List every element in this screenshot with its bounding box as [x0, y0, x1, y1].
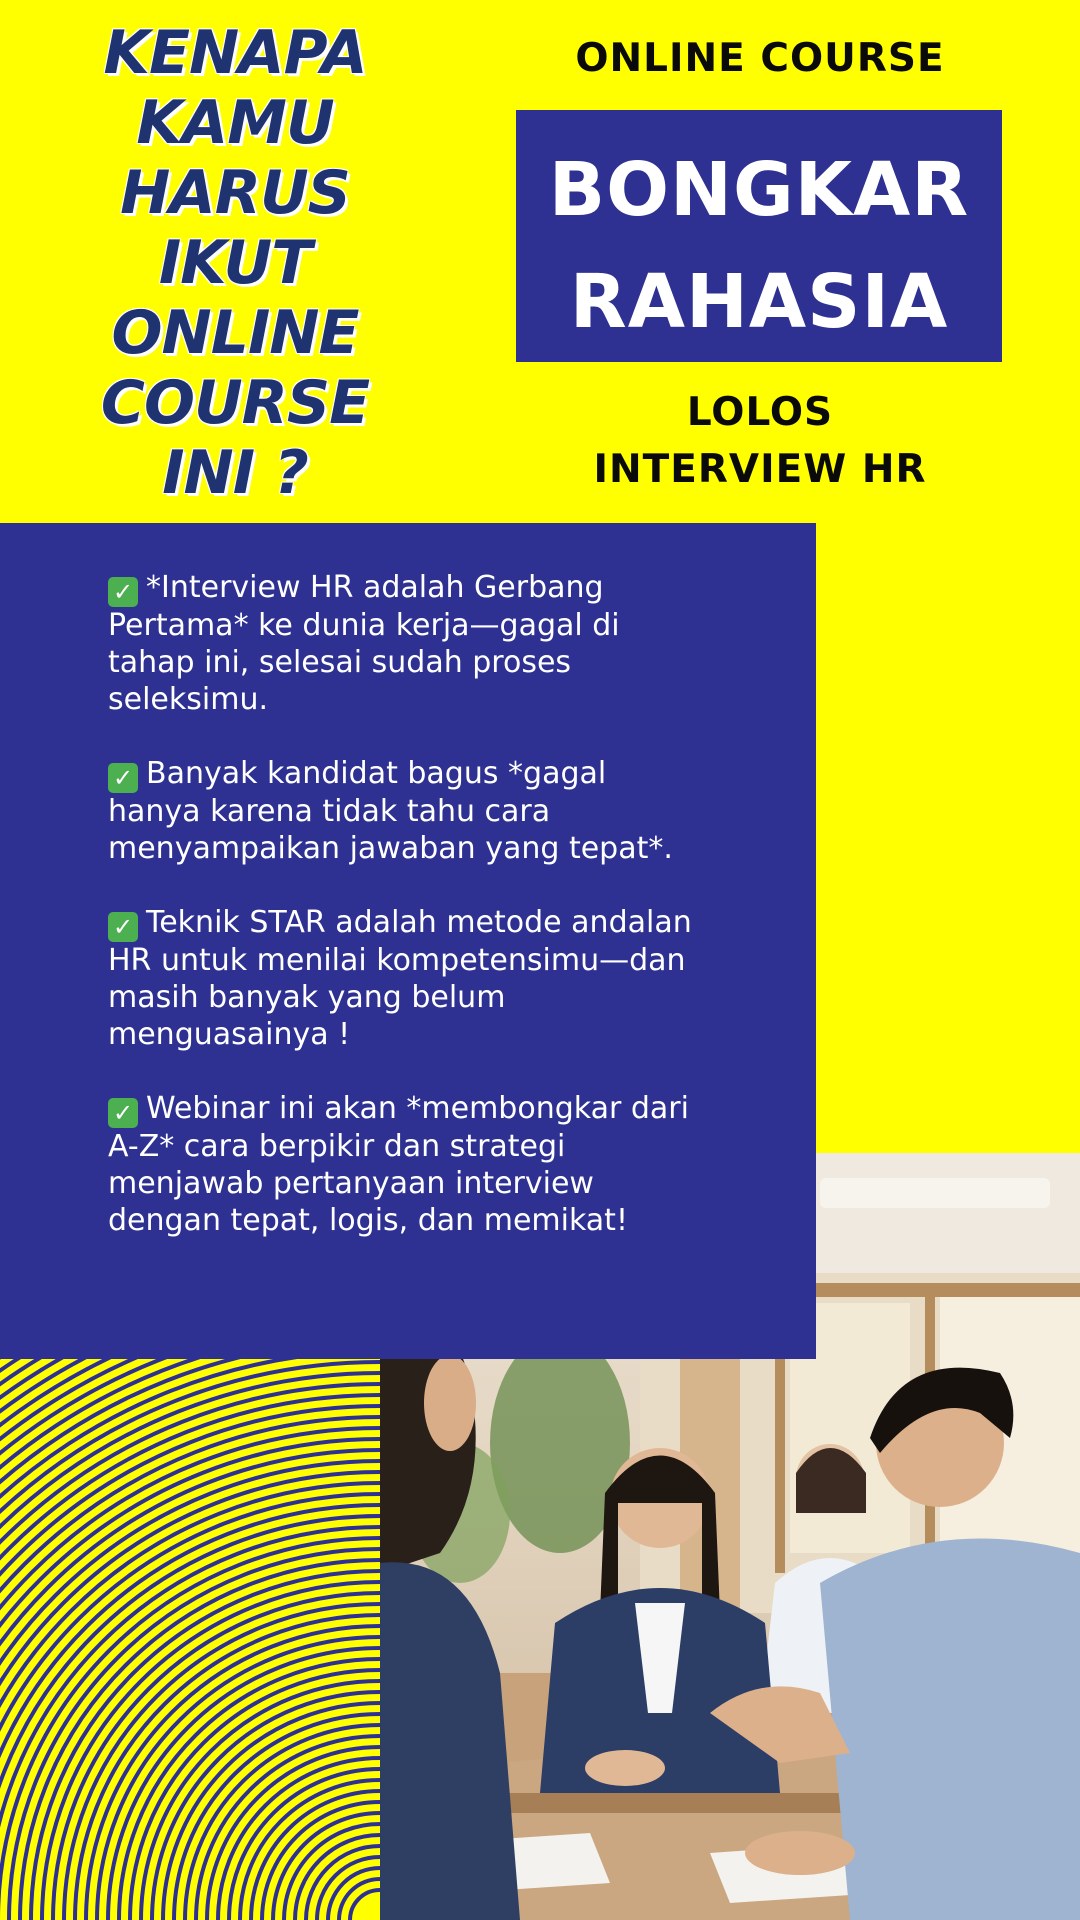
headline [95, 18, 375, 508]
benefit-item [108, 1090, 708, 1239]
course-subtitle [515, 384, 1005, 498]
headline-line: HARUS [120, 158, 350, 228]
check-mark-icon: ✓ [108, 577, 138, 607]
check-mark-icon: ✓ [108, 763, 138, 793]
course-subtitle-line: INTERVIEW HR [593, 447, 927, 492]
check-mark-icon: ✓ [108, 912, 138, 942]
benefit-text: *Interview HR adalah Gerbang Pertama* ke dunia kerja—gagal di tahap ini, selesai sudah proses seleksimu. [108, 570, 620, 717]
benefit-item [108, 755, 708, 867]
benefit-item [108, 569, 708, 718]
headline-line: IKUT [158, 228, 312, 298]
course-subtitle-line: LOLOS [686, 390, 834, 435]
benefits-list [108, 569, 708, 1276]
headline-line: ONLINE [111, 298, 359, 368]
check-mark-icon: ✓ [108, 1098, 138, 1128]
ring-stroke [97, 1637, 380, 1920]
headline-line: INI ? [162, 438, 308, 508]
headline-line: COURSE [100, 368, 370, 438]
ring-stroke [350, 1890, 380, 1920]
headline-line: KENAPA [103, 18, 367, 88]
benefit-text: Teknik STAR adalah metode andalan HR untuk menilai kompetensimu—dan masih banyak yang belum menguasainya ! [108, 905, 692, 1052]
course-title-box [516, 110, 1002, 362]
headline-line: KAMU [136, 88, 334, 158]
course-kicker: ONLINE COURSE [575, 36, 945, 81]
ring-stroke [251, 1791, 380, 1920]
course-title-line: RAHASIA [569, 259, 949, 345]
benefit-text: Webinar ini akan *membongkar dari A-Z* cara berpikir dan strategi menjawab pertanyaan interview dengan tepat, logis, dan memikat! [108, 1091, 689, 1238]
rings-graphic [0, 1359, 380, 1920]
benefits-panel [0, 523, 816, 1359]
ring-stroke [20, 1560, 380, 1920]
concentric-rings-decoration [0, 1359, 380, 1920]
course-title-line: BONGKAR [548, 147, 970, 233]
benefit-item [108, 904, 708, 1053]
benefit-text: Banyak kandidat bagus *gagal hanya karena tidak tahu cara menyampaikan jawaban yang tepat*. [108, 756, 673, 866]
